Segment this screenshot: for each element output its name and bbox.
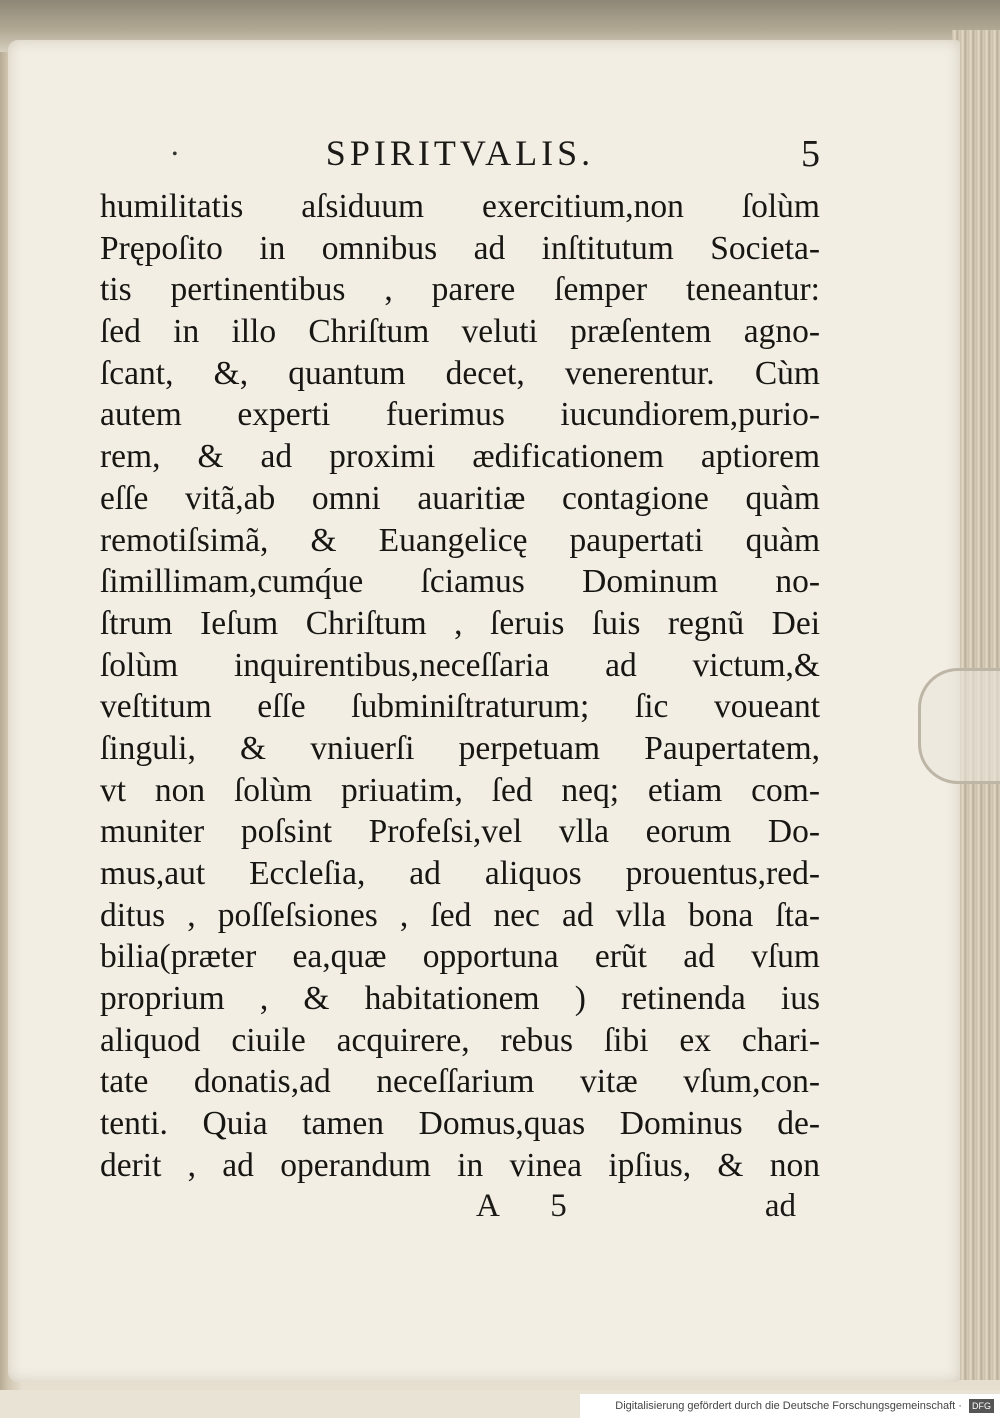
text-line: autem experti fuerimus iucundiorem,purio-: [100, 396, 820, 434]
text-line: vt non ſolùm priuatim, ſed neq; etiam com-: [100, 771, 820, 809]
text-line: veſtitum eſſe ſubminiſtraturum; ſic voueant: [100, 688, 820, 726]
text-line: ſcant, &, quantum decet, venerentur. Cùm: [100, 354, 820, 392]
text-line: tate donatis,ad neceſſarium vitæ vſum,con-: [100, 1063, 820, 1101]
text-line: eſſe vitã,ab omni auaritiæ contagione quàm: [100, 479, 820, 517]
header-mark: •: [172, 146, 178, 163]
signature-mark: A 5: [476, 1188, 589, 1224]
text-line: ſolùm inquirentibus,neceſſaria ad victum,&: [100, 646, 820, 684]
dfg-logo: DFG: [969, 1399, 994, 1413]
text-line: aliquod ciuile acquirere, rebus ſibi ex chari-: [100, 1021, 820, 1059]
text-line: ſed in illo Chriſtum veluti præſentem agno-: [100, 313, 820, 351]
text-line: ſimillimam,cumq́ue ſciamus Dominum no-: [100, 563, 820, 601]
credit-text: Digitalisierung gefördert durch die Deutsche Forschungsgemeinschaft ·: [615, 1400, 962, 1412]
text-line: Prępoſito in omnibus ad inſtitutum Societa-: [100, 229, 820, 267]
text-line: ſtrum Ieſum Chriſtum , ſeruis ſuis regnũ Dei: [100, 604, 820, 642]
text-line: humilitatis aſsiduum exercitium,non ſolùm: [100, 188, 820, 225]
text-line: rem, & ad proximi ædificationem aptiorem: [100, 438, 820, 476]
text-line: tis pertinentibus , parere ſemper teneantur:: [100, 271, 820, 309]
text-line: muniter poſsint Profeſsi,vel vlla eorum Do-: [100, 813, 820, 851]
page-clip: [918, 668, 1000, 784]
text-line: mus,aut Eccleſia, ad aliquos prouentus,red-: [100, 855, 820, 892]
page-number: 5: [801, 133, 820, 175]
digitization-credit: [580, 1394, 1000, 1418]
page-footer: [100, 1188, 820, 1234]
running-header: [100, 132, 820, 180]
catchword: ad: [764, 1188, 796, 1224]
text-line: remotiſsimã, & Euangelicę paupertati quàm: [100, 521, 820, 559]
running-title: SPIRITVALIS.: [325, 133, 595, 173]
text-line: derit , ad operandum in vinea ipſius, & non: [100, 1146, 820, 1184]
text-line: ditus , poſſeſsiones , ſed nec ad vlla bona ſta-: [100, 896, 820, 934]
text-line: bilia(præter ea,quæ opportuna erũt ad vſum: [100, 938, 820, 976]
text-line: tenti. Quia tamen Domus,quas Dominus de-: [100, 1105, 820, 1143]
text-line: ſinguli, & vniuerſi perpetuam Paupertatem,: [100, 729, 820, 767]
body-text: [100, 186, 820, 1187]
text-line: proprium , & habitationem ) retinenda ius: [100, 980, 820, 1018]
